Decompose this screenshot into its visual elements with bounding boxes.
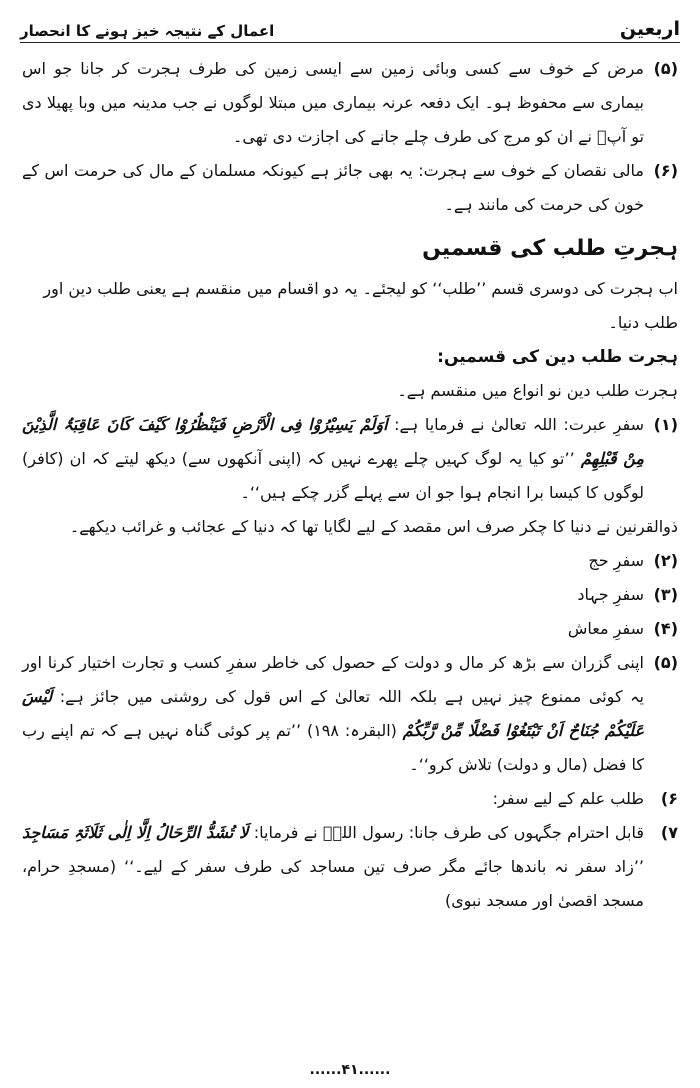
list-item (22, 408, 678, 510)
item-text-prefix: اپنی گزران سے بڑھ کر مال و دولت کے حصول کی خاطر سفرِ کسب و تجارت اختیار کرنا اور یہ کوئی ممنوع چیز نہیں ہے بلکہ اللہ تعالیٰ کے اس قول کی روشنی میں جائز ہے: (22, 653, 644, 706)
item-number: (۱) (653, 415, 678, 434)
subsection-heading: ہجرت طلب دین کی قسمیں: (437, 347, 678, 367)
hadith-text: لَا تُشَدُّ الرِّحَالُ اِلَّا اِلٰی ثَلَاثَۃِ مَسَاجِدَ (22, 823, 249, 842)
page-body (22, 52, 678, 918)
item-text: طلب علم کے لیے سفر: (492, 789, 644, 808)
item-text: سفرِ معاش (567, 619, 644, 638)
item-number: (۲) (653, 551, 678, 570)
item-number: (۴) (653, 619, 678, 638)
list-item (22, 544, 678, 578)
running-header (20, 6, 680, 43)
book-title: اربعین (619, 18, 680, 40)
item-text: مرض کے خوف سے کسی وبائی زمین سے ایسی زمین کی طرف ہجرت کر جانا جو اس بیماری سے محفوظ ہو۔ ایک دفعہ عرنہ بیماری میں مبتلا لوگوں نے جب مدینہ میں وبا پھیلا دی تو آپؐ نے ان کو مرج کی طرف چلے جانے کی اجازت دی تھی۔ (22, 59, 644, 146)
item-text-prefix: سفرِ عبرت: اللہ تعالیٰ نے فرمایا ہے: (387, 415, 644, 434)
quran-verse: لَیْسَ عَلَیْکُمْ جُنَاحٌ اَنْ تَبْتَغُوْا فَضْلًا مِّنْ رَّبِّکُمْ (22, 687, 645, 740)
item-text: مالی نقصان کے خوف سے ہجرت: یہ بھی جائز ہے کیونکہ مسلمان کے مال کی حرمت اس کے خون کی حرمت کی مانند ہے۔ (22, 161, 644, 214)
intro-paragraph: اب ہجرت کی دوسری قسم ’’طلب‘‘ کو لیجئے۔ یہ دو اقسام میں منقسم ہے یعنی طلب دین اور طلب دنیا۔ (43, 279, 678, 332)
item-text (22, 816, 644, 918)
verse-translation: (البقرہ: ۱۹۸) ’’تم پر کوئی گناہ نہیں ہے کہ تم اپنے رب کا فضل (مال و دولت) تلاش کرو‘‘۔ (22, 721, 644, 774)
list-item (22, 816, 678, 918)
item-text: سفرِ جہاد (577, 585, 644, 604)
item-text (22, 408, 644, 510)
list-item (22, 52, 678, 154)
subsection-intro: ہجرت طلب دین نو انواع میں منقسم ہے۔ (397, 381, 678, 400)
section-heading: ہجرتِ طلب کی قسمیں (422, 236, 678, 261)
item-text (22, 646, 644, 782)
quran-verse: اَوَلَمْ یَسِیْرُوْا فِی الْاَرْضِ فَیَنْظُرُوْا کَیْفَ کَانَ عَاقِبَۃُ الَّذِیْنَ مِنْ قَبْلِھِمْ (22, 415, 644, 468)
list-item (22, 646, 678, 782)
item-number: (۵) (653, 653, 678, 672)
item-number: ۶) (660, 789, 678, 808)
item-text: سفرِ حج (588, 551, 644, 570)
list-item (22, 154, 678, 222)
list-item (22, 782, 678, 816)
item-number: ۷) (660, 823, 678, 842)
list-item (22, 612, 678, 646)
dhulqarnain-paragraph: ذوالقرنین نے دنیا کا چکر صرف اس مقصد کے لیے لگایا تھا کہ دنیا کے عجائب و غرائب دیکھے۔ (69, 517, 678, 536)
list-item (22, 578, 678, 612)
item-number: (۶) (653, 161, 678, 180)
item-number: (۵) (653, 59, 678, 78)
item-text-prefix: قابل احترام جگہوں کی طرف جانا: رسول اللہؐ نے فرمایا: (248, 823, 645, 842)
chapter-title: اعمال کے نتیجہ خیز ہونے کا انحصار (20, 22, 275, 40)
item-number: (۳) (653, 585, 678, 604)
page-number: ......۴۱...... (309, 1062, 391, 1078)
verse-translation: ’’تو کیا یہ لوگ کہیں چلے پھرے نہیں کہ (اپنی آنکھوں سے) دیکھ لیتے کہ ان (کافر) لوگوں کا کیسا برا انجام ہوا جو ان سے پہلے گزر چکے ہیں‘‘۔ (22, 449, 644, 502)
hadith-translation: ’’زاد سفر نہ باندھا جائے مگر صرف تین مساجد کی طرف سفر کے لیے۔‘‘ (مسجدِ حرام، مسجد اقصیٰ اور مسجد نبوی) (22, 857, 644, 910)
